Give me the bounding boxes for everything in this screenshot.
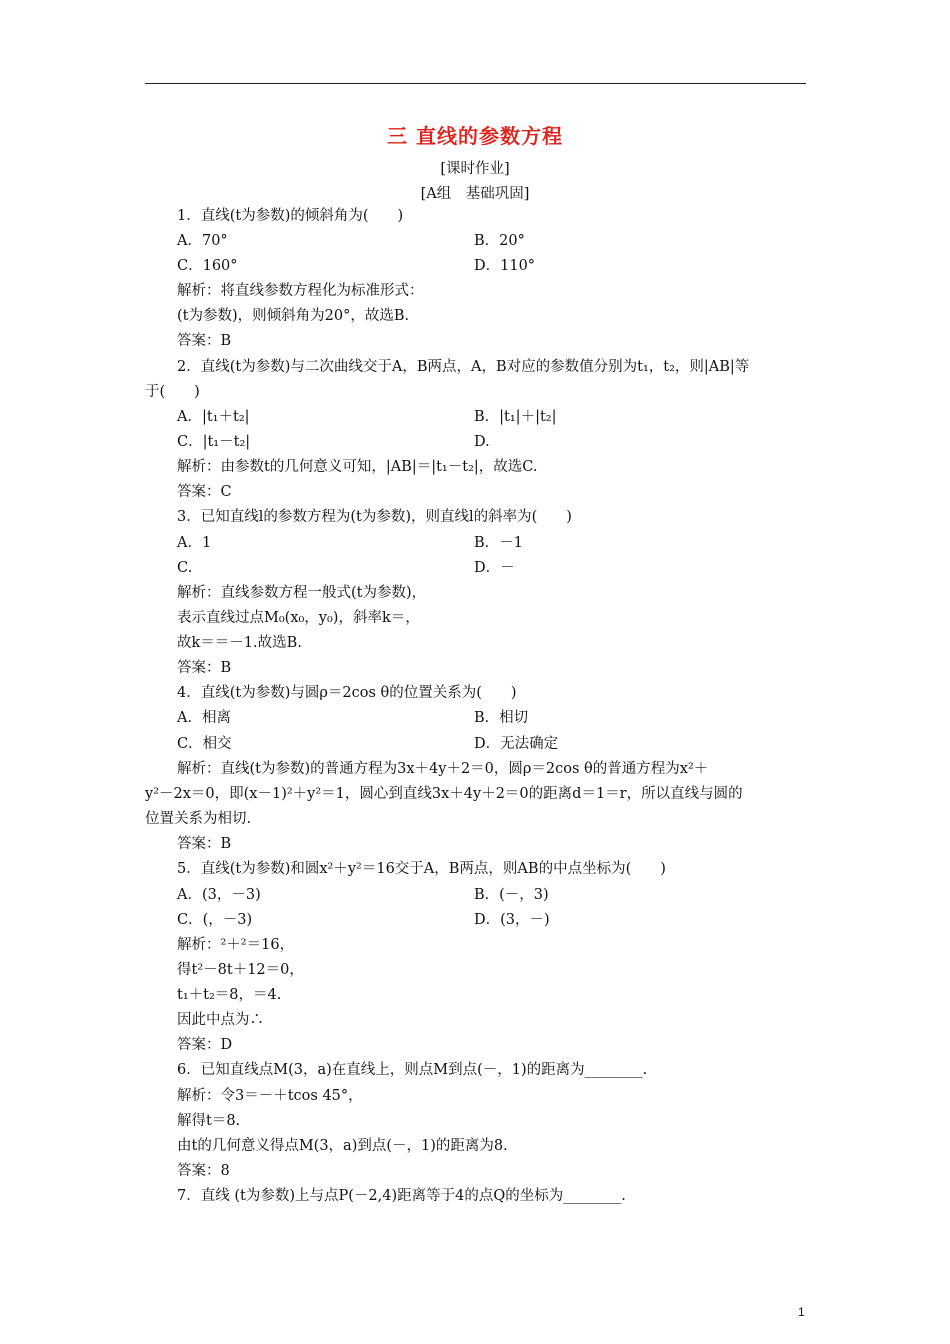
q1-answer: 答案：B <box>177 333 232 349</box>
q3-analysis-2: 表示直线过点M₀(x₀，y₀)，斜率k＝， <box>177 610 420 626</box>
question-2: 2．直线(t为参数)与二次曲线交于A，B两点，A，B对应的参数值分别为t₁，t₂，则|AB|等 <box>177 359 750 375</box>
q3-analysis-1: 解析：直线参数方程一般式(t为参数)， <box>177 585 427 601</box>
q6-analysis-2: 解得t＝8. <box>177 1113 241 1129</box>
q2-option-b: B．|t₁|＋|t₂| <box>474 409 557 425</box>
q2-option-a: A．|t₁＋t₂| <box>177 409 250 425</box>
homework-label: [课时作业] <box>440 161 510 177</box>
q4-analysis-2: y²－2x＝0，即(x－1)²＋y²＝1，圆心到直线3x＋4y＋2＝0的距离d＝1＝r，所以直线与圆的 <box>145 786 743 802</box>
q1-option-d: D．110° <box>474 258 536 274</box>
q1-analysis-2: (t为参数)，则倾斜角为20°，故选B. <box>177 308 410 324</box>
header-rule <box>145 83 806 84</box>
q1-option-b: B．20° <box>474 233 525 249</box>
q5-analysis-2: 得t²－8t＋12＝0， <box>177 962 304 978</box>
q3-analysis-3: 故k＝＝－1.故选B. <box>177 635 302 651</box>
question-1: 1．直线(t为参数)的倾斜角为( ) <box>177 208 404 224</box>
q5-analysis-3: t₁＋t₂＝8，＝4. <box>177 987 282 1003</box>
q5-option-c: C．(，－3) <box>177 912 253 928</box>
q4-option-c: C．相交 <box>177 736 232 752</box>
q5-option-d: D．(3，－) <box>474 912 550 928</box>
q4-option-a: A．相离 <box>177 710 231 726</box>
question-6: 6．已知直线点M(3，a)在直线上，则点M到点(－，1)的距离为________. <box>177 1062 648 1078</box>
question-4: 4．直线(t为参数)与圆ρ＝2cos θ的位置关系为( ) <box>177 685 517 701</box>
q5-analysis-1: 解析：²＋²＝16， <box>177 937 295 953</box>
q3-answer: 答案：B <box>177 660 232 676</box>
q2-option-d: D. <box>474 434 490 450</box>
q6-answer: 答案：8 <box>177 1163 230 1179</box>
q5-option-b: B．(－，3) <box>474 887 549 903</box>
q1-option-c: C．160° <box>177 258 238 274</box>
q1-analysis-1: 解析：将直线参数方程化为标准形式： <box>177 283 424 299</box>
question-2-cont: 于( ) <box>145 384 200 400</box>
q3-option-a: A．1 <box>177 535 212 551</box>
q4-analysis-3: 位置关系为相切. <box>145 811 252 827</box>
q5-option-a: A．(3，－3) <box>177 887 261 903</box>
page-number: 1 <box>798 1305 805 1319</box>
q6-analysis-3: 由t的几何意义得点M(3，a)到点(－，1)的距离为8. <box>177 1138 508 1154</box>
q3-option-d: D．－ <box>474 560 515 576</box>
q4-option-d: D．无法确定 <box>474 736 559 752</box>
q2-answer: 答案：C <box>177 484 232 500</box>
question-7: 7．直线 (t为参数)上与点P(－2,4)距离等于4的点Q的坐标为________. <box>177 1188 626 1204</box>
q4-analysis-1: 解析：直线(t为参数)的普通方程为3x＋4y＋2＝0，圆ρ＝2cos θ的普通方程为x²＋ <box>177 761 709 777</box>
q5-analysis-4: 因此中点为∴ <box>177 1012 264 1028</box>
q2-option-c: C．|t₁－t₂| <box>177 434 251 450</box>
q5-answer: 答案：D <box>177 1037 233 1053</box>
q4-option-b: B．相切 <box>474 710 529 726</box>
q3-option-c: C. <box>177 560 193 576</box>
q1-option-a: A．70° <box>177 233 228 249</box>
q6-analysis-1: 解析：令3＝－＋tcos 45°， <box>177 1088 363 1104</box>
q3-option-b: B．－1 <box>474 535 523 551</box>
q4-answer: 答案：B <box>177 836 232 852</box>
page-title: 三 直线的参数方程 <box>387 124 563 148</box>
group-a-label: [A组 基础巩固] <box>420 186 530 202</box>
question-3: 3．已知直线l的参数方程为(t为参数)，则直线l的斜率为( ) <box>177 509 572 525</box>
question-5: 5．直线(t为参数)和圆x²＋y²＝16交于A，B两点，则AB的中点坐标为( ) <box>177 861 666 877</box>
q2-analysis: 解析：由参数t的几何意义可知，|AB|＝|t₁－t₂|，故选C. <box>177 459 538 475</box>
